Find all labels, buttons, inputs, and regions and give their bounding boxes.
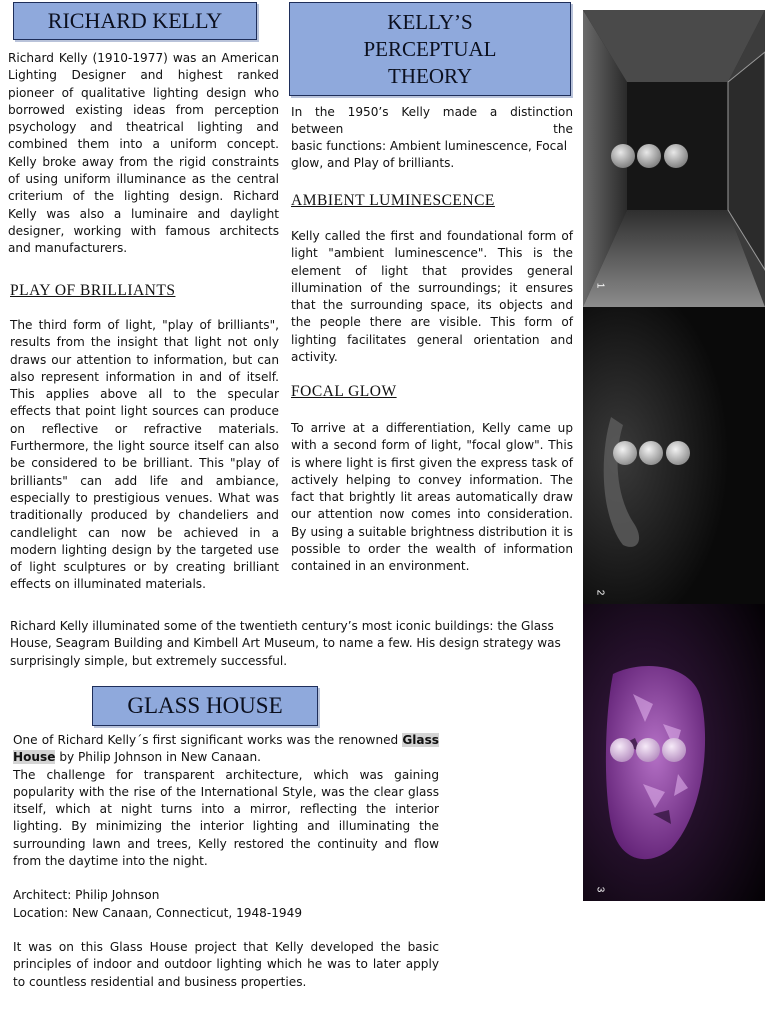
iconic-buildings-paragraph: Richard Kelly illuminated some of the twentieth century’s most iconic buildings: the Glass House, Seagram Building and Kimbell Art Museum, to name a few. His design strategy was surprisingly simple, but extremely successful. — [10, 619, 561, 668]
glass-house-location: Location: New Canaan, Connecticut, 1948-1949 — [13, 905, 303, 920]
play-of-brilliants-illustration — [583, 604, 765, 901]
image-number-3: 3 — [594, 886, 606, 893]
glass-house-title — [92, 686, 318, 726]
glass-house-highlight: Glass House — [13, 733, 439, 765]
play-of-brilliants-paragraph: The third form of light, "play of brilliants", results from the insight that light not only draws our attention to information, but can also represent information in and of itself. This applies above all to the specular effects that point light sources can produce on reflective or refractive materials. Furthermore, the light source itself can also be considered to be brilliant. This "play of brilliants" can add life and ambiance, especially to prestigious venues. What was traditionally produced by chandeliers and candlelight can now be achieved in a modern lighting design by the targeted use of light sculptures or by creating brilliant effects on illuminated materials. — [10, 318, 279, 592]
glass-house-principles-paragraph: It was on this Glass House project that Kelly developed the basic principles of indoor and outdoor lighting which he was to later apply to countless residential and business properties. — [13, 939, 439, 989]
glass-house-challenge-paragraph: The challenge for transparent architecture, which was gaining popularity with the rise of the International Style, was the clear glass itself, which at night turns into a mirror, reflecting the interior lighting. By minimizing the interior lighting and illuminating the surrounding lawn and trees, Kelly restored the continuity and flow from the daytime into the night. — [13, 767, 439, 869]
ambient-room-illustration — [583, 10, 765, 307]
kelly-intro-paragraph: Richard Kelly (1910-1977) was an American Lighting Designer and highest ranked pioneer of qualitative lighting design who borrowed existing ideas from perception psychology and theatrical lighting and combined them into a uniform concept. Kelly broke away from the rigid constraints of using uniform illuminance as the central criterium of the lighting design. Richard Kelly was also a luminaire and daylight designer, working with famous architects and manufacturers. — [8, 51, 279, 256]
focal-glow-heading: FOCAL GLOW — [291, 383, 397, 400]
focal-glow-illustration — [583, 307, 765, 604]
image-panel-ambient — [583, 10, 765, 307]
glass-house-title-text: GLASS HOUSE — [127, 693, 283, 718]
image-number-1: 1 — [594, 282, 606, 289]
glass-house-architect: Architect: Philip Johnson — [13, 888, 160, 903]
perceptual-intro-line2: basic functions: Ambient luminescence, Focal glow, and Play of brilliants. — [291, 139, 568, 171]
perceptual-theory-title — [289, 2, 571, 96]
perceptual-intro-line1: In the 1950’s Kelly made a distinction between the — [291, 105, 573, 137]
image-panel-focal — [583, 307, 765, 604]
focal-glow-paragraph: To arrive at a differentiation, Kelly came up with a second form of light, "focal glow". This is where light is first given the express task of actively helping to convey information. The fact that brightly lit areas automatically draw our attention now comes into consideration. By using a suitable brightness distribution it is possible to order the wealth of information contained in an environment. — [291, 421, 573, 574]
image-panel-brilliants — [583, 604, 765, 901]
image-number-2: 2 — [594, 589, 606, 596]
richard-kelly-title — [13, 2, 257, 40]
perceptual-theory-title-text: KELLY’S PERCEPTUAL THEORY — [363, 10, 497, 88]
glass-house-intro — [13, 732, 439, 767]
ambient-luminescence-heading: AMBIENT LUMINESCENCE — [291, 192, 495, 209]
glass-house-intro-rest: by Philip Johnson in New Canaan. — [59, 750, 261, 765]
glass-house-body — [13, 732, 439, 991]
glass-house-intro-text: One of Richard Kelly´s first significant works was the renowned — [13, 733, 399, 747]
richard-kelly-title-text: RICHARD KELLY — [47, 8, 223, 33]
play-of-brilliants-heading: PLAY OF BRILLIANTS — [10, 282, 176, 299]
ambient-luminescence-paragraph: Kelly called the first and foundational form of light "ambient luminescence". This is the element of light that provides general illumination of the surroundings; it ensures that the surrounding space, its objects and the people there are visible. This form of lighting facilitates general orientation and activity. — [291, 229, 573, 365]
